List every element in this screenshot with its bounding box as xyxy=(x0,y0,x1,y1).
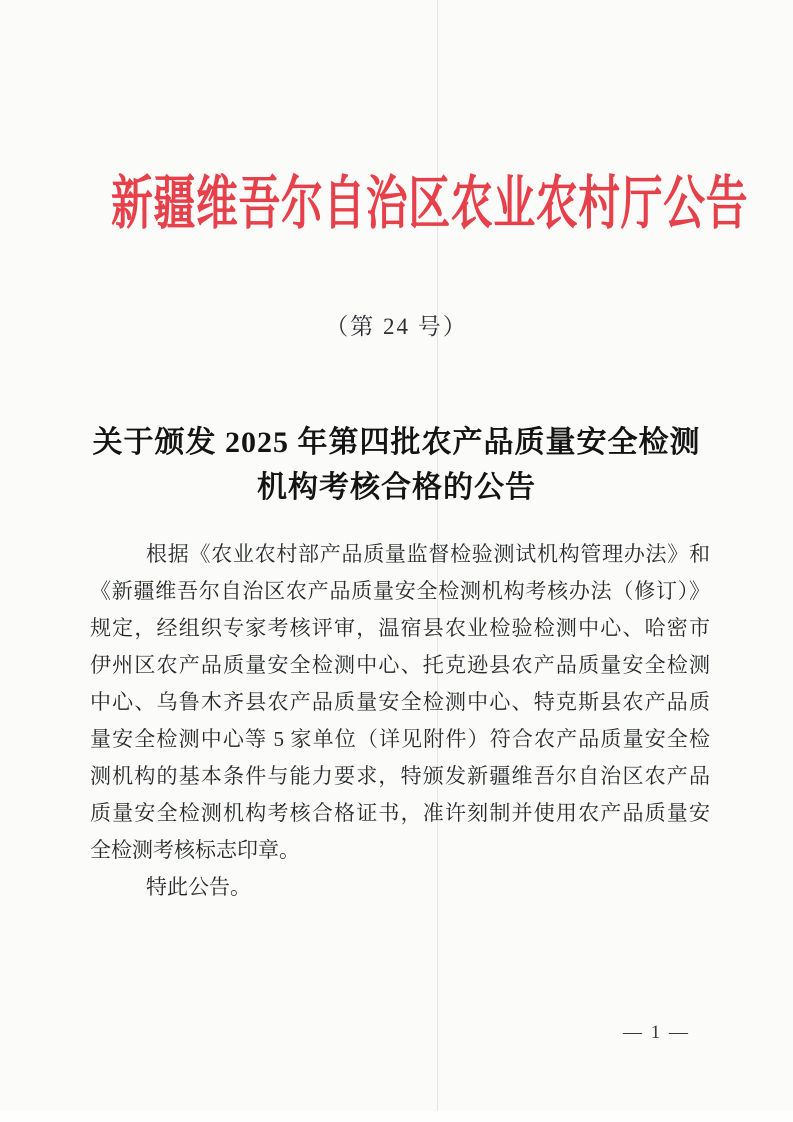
body-text-line: 全检测考核标志印章。 xyxy=(90,838,300,862)
notice-title-line1: 关于颁发 2025 年第四批农产品质量安全检测 xyxy=(92,426,701,459)
body-text-line: 根据《农业农村部产品质量监督检验测试机构管理办法》和 xyxy=(146,542,710,566)
scan-edge-bottom xyxy=(0,1111,793,1122)
body-text-line: 测机构的基本条件与能力要求，特颁发新疆维吾尔自治区农产品 xyxy=(90,764,710,788)
body-text-line: 特此公告。 xyxy=(146,875,251,899)
body-text-line: 规定，经组织专家考核评审，温宿县农业检验检测中心、哈密市 xyxy=(90,616,710,640)
body-text-line: 伊州区农产品质量安全检测中心、托克逊县农产品质量安全检测 xyxy=(90,653,710,677)
body-text-line: 中心、乌鲁木齐县农产品质量安全检测中心、特克斯县农产品质 xyxy=(90,690,710,714)
body-paragraph xyxy=(90,536,710,906)
issue-number: （第 24 号） xyxy=(325,314,468,339)
notice-title-line2: 机构考核合格的公告 xyxy=(257,471,536,504)
masthead-title: 新疆维吾尔自治区农业农村厅公告 xyxy=(111,171,749,236)
page-number: — 1 — xyxy=(623,1022,690,1043)
body-text-line: 《新疆维吾尔自治区农产品质量安全检测机构考核办法（修订）》 xyxy=(90,579,710,603)
body-text-line: 质量安全检测机构考核合格证书，准许刻制并使用农产品质量安 xyxy=(90,801,710,825)
body-text-line: 量安全检测中心等 5 家单位（详见附件）符合农产品质量安全检 xyxy=(90,727,710,751)
notice-title xyxy=(0,420,793,510)
